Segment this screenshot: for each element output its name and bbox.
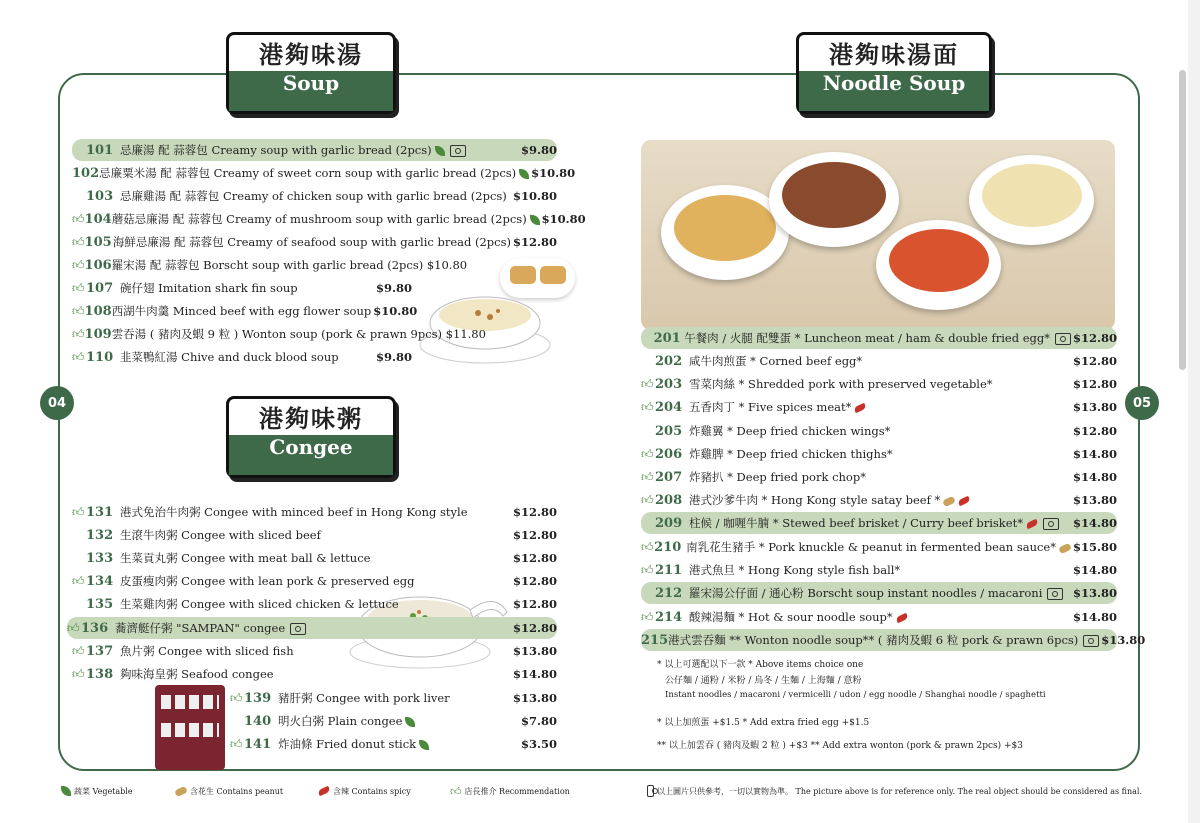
item-code: 133 — [86, 550, 114, 566]
thumbs-up-icon: 👍︎ — [641, 492, 654, 507]
item-code: 103 — [86, 188, 114, 204]
item-name — [278, 736, 511, 752]
item-price: $12.80 — [512, 235, 557, 249]
menu-item-205 — [641, 420, 1117, 442]
congee-title-en: Congee — [229, 435, 393, 475]
item-price: $13.80 — [512, 691, 557, 705]
item-name-text: 羅宋湯 配 蒜蓉包 Borscht soup with garlic bread (2pcs) $10.80 — [111, 258, 468, 272]
item-name — [689, 585, 1071, 601]
item-price: $12.80 — [1072, 354, 1117, 368]
item-code: 136 — [81, 620, 109, 636]
item-price: $7.80 — [520, 714, 557, 728]
peanut-icon — [1058, 542, 1072, 553]
item-price: $14.80 — [1072, 516, 1117, 530]
item-name-text: 忌廉粟米湯 配 蒜蓉包 Creamy of sweet corn soup with garlic bread (2pcs) — [99, 166, 517, 180]
item-price: $12.80 — [512, 505, 557, 519]
item-name-text: 碗仔翅 Imitation shark fin soup — [120, 281, 298, 295]
legend-rec-label: 店長推介 Recommendation — [464, 786, 570, 796]
camera-icon — [1055, 333, 1071, 345]
thumbs-up-icon: 👍︎ — [72, 326, 85, 341]
item-code: 135 — [86, 596, 114, 612]
item-price: $12.80 — [1072, 377, 1117, 391]
item-name — [120, 573, 511, 589]
item-code: 203 — [655, 376, 683, 392]
item-code: 201 — [653, 330, 681, 346]
thumbs-up-icon: 👍︎ — [641, 469, 654, 484]
item-name-text: 忌廉湯 配 蒜蓉包 Creamy soup with garlic bread (2pcs) — [120, 143, 432, 157]
menu-item-109 — [72, 323, 486, 345]
menu-item-204 — [641, 396, 1117, 418]
item-name-text: 韭菜鴨紅湯 Chive and duck blood soup — [120, 350, 339, 364]
item-name — [689, 399, 1071, 415]
menu-item-206 — [641, 443, 1117, 465]
thumbs-up-icon: 👍︎ — [72, 211, 85, 226]
item-price: $15.80 — [1072, 540, 1117, 554]
item-name-text: 雲吞湯 ( 豬肉及蝦 9 粒 ) Wonton soup (pork & prawn 9pcs) $11.80 — [111, 327, 486, 341]
item-name — [112, 303, 372, 319]
item-name-text: 炸雞翼 * Deep fried chicken wings* — [689, 424, 891, 438]
thumbs-up-icon: 👍︎ — [72, 303, 85, 318]
item-name — [278, 713, 511, 729]
item-code: 214 — [655, 609, 683, 625]
thumbs-up-icon: 👍︎ — [230, 690, 243, 705]
item-price: $14.80 — [1072, 610, 1117, 624]
item-code: 132 — [86, 527, 114, 543]
item-price: $12.80 — [512, 528, 557, 542]
item-name — [689, 515, 1071, 531]
noodle-bowl-2 — [769, 152, 899, 247]
item-name-text: 港式魚旦 * Hong Kong style fish ball* — [689, 563, 901, 577]
item-name-text: 港式免治牛肉粥 Congee with minced beef in Hong Kong style — [120, 505, 468, 519]
item-code: 104 — [84, 211, 112, 227]
item-name — [120, 280, 366, 296]
item-price: $13.80 — [1072, 493, 1117, 507]
camera-icon — [1083, 635, 1099, 647]
thumbs-up-icon: 👍︎ — [67, 620, 80, 635]
item-name-text: 炸雞脾 * Deep fried chicken thighs* — [689, 447, 893, 461]
item-code: 210 — [654, 539, 682, 555]
item-name — [120, 142, 511, 158]
item-name — [120, 666, 511, 682]
item-name-text: 生菜雞肉粥 Congee with sliced chicken & lettuce — [120, 597, 399, 611]
legend-spicy — [315, 783, 411, 799]
menu-item-215 — [641, 629, 1146, 651]
egg-note: * 以上加煎蛋 +$1.5 * Add extra fried egg +$1.5 — [657, 718, 870, 728]
thumbs-up-icon: 👍︎ — [72, 234, 85, 249]
item-code: 215 — [641, 632, 669, 648]
thumbs-up-icon: 👍︎ — [72, 280, 85, 295]
menu-item-211 — [641, 559, 1117, 581]
item-name-text: 魚片粥 Congee with sliced fish — [120, 644, 294, 658]
item-name — [113, 234, 511, 250]
item-price: $12.80 — [512, 551, 557, 565]
item-name-text: 炸油條 Fried donut stick — [278, 737, 417, 751]
item-price: $13.80 — [512, 644, 557, 658]
menu-item-103 — [72, 185, 557, 207]
camera-icon — [290, 623, 306, 635]
item-price: $3.50 — [520, 737, 557, 751]
peanut-icon — [174, 785, 188, 796]
menu-item-209 — [641, 512, 1117, 534]
thumbs-up-icon: 👍︎ — [641, 376, 654, 391]
menu-item-212 — [641, 582, 1117, 604]
item-price: $10.80 — [373, 304, 418, 318]
legend-peanut-label: 含花生 Contains peanut — [190, 786, 284, 796]
item-code: 141 — [244, 736, 272, 752]
legend-peanut — [172, 783, 283, 799]
item-name — [120, 643, 511, 659]
menu-item-214 — [641, 606, 1117, 628]
item-code: 134 — [86, 573, 114, 589]
menu-item-105 — [72, 231, 557, 253]
thumbs-up-icon: 👍︎ — [230, 736, 243, 751]
peanut-icon — [942, 495, 956, 506]
camera-icon — [647, 785, 654, 797]
item-name — [120, 504, 511, 520]
item-name-text: 蕎濟艇仔粥 "SAMPAN" congee — [115, 621, 286, 635]
cream-soup-image — [418, 285, 553, 365]
item-name-text: 忌廉雞湯 配 蒜蓉包 Creamy of chicken soup with garlic bread (2pcs) — [120, 189, 507, 203]
item-name — [112, 211, 540, 227]
thumbs-up-icon: 👍︎ — [641, 562, 654, 577]
menu-item-137 — [72, 640, 557, 662]
item-name-text: 酸辣湯麵 * Hot & sour noodle soup* — [689, 610, 893, 624]
legend-veg — [58, 783, 133, 799]
item-code: 205 — [655, 423, 683, 439]
item-price: $9.80 — [375, 350, 412, 364]
item-price: $10.80 — [512, 189, 557, 203]
thumbs-up-icon: 👍︎ — [641, 609, 654, 624]
page-number-left: 04 — [40, 386, 74, 420]
item-price: $9.80 — [375, 281, 412, 295]
item-name — [120, 550, 511, 566]
camera-icon — [1043, 518, 1059, 530]
item-name-text: 夠味海皇粥 Seafood congee — [120, 667, 274, 681]
leaf-icon — [519, 169, 529, 179]
legend-veg-label: 蔬菜 Vegetable — [74, 786, 133, 796]
item-name-text: 豬肝粥 Congee with pork liver — [278, 691, 450, 705]
item-name-text: 雪菜肉絲 * Shredded pork with preserved vegetable* — [689, 377, 993, 391]
menu-item-141 — [230, 733, 557, 755]
noodle-title-zh: 港夠味湯面 — [829, 40, 959, 69]
item-code: 212 — [655, 585, 683, 601]
item-name — [689, 353, 1071, 369]
soup-section-title — [226, 32, 396, 114]
item-price: $10.80 — [531, 166, 576, 180]
camera-icon — [1047, 588, 1063, 600]
noodle-photo — [641, 140, 1115, 330]
item-name-text: 皮蛋瘦肉粥 Congee with lean pork & preserved egg — [120, 574, 415, 588]
item-name-text: 炸豬扒 * Deep fried pork chop* — [689, 470, 866, 484]
leaf-icon — [530, 215, 540, 225]
item-price: $12.80 — [512, 574, 557, 588]
item-name — [668, 632, 1099, 648]
item-price: $12.80 — [512, 597, 557, 611]
item-name-text: 蘑菇忌廉湯 配 蒜蓉包 Creamy of mushroom soup with garlic bread (2pcs) — [111, 212, 527, 226]
item-name — [278, 690, 511, 706]
thumbs-up-icon: 👍︎ — [72, 666, 85, 681]
item-code: 109 — [84, 326, 112, 342]
menu-item-104 — [72, 208, 586, 230]
menu-item-136 — [67, 617, 557, 639]
thumbs-up-icon: 👍︎ — [450, 784, 462, 798]
thumbs-up-icon: 👍︎ — [72, 643, 85, 658]
item-name — [689, 609, 1071, 625]
chili-icon — [1025, 519, 1038, 530]
item-name — [115, 620, 511, 636]
menu-item-202 — [641, 350, 1117, 372]
item-code: 140 — [244, 713, 272, 729]
menu-item-138 — [72, 663, 557, 685]
menu-item-101 — [72, 139, 557, 161]
menu-item-208 — [641, 489, 1117, 511]
menu-item-107 — [72, 277, 412, 299]
noodle-bowl-4 — [969, 155, 1094, 245]
thumbs-up-icon: 👍︎ — [72, 504, 85, 519]
thumbs-up-icon: 👍︎ — [641, 399, 654, 414]
item-name-text: 生菜貢丸粥 Congee with meat ball & lettuce — [120, 551, 371, 565]
item-price: $12.80 — [512, 621, 557, 635]
page-number-right: 05 — [1125, 386, 1159, 420]
item-name — [112, 257, 467, 273]
item-price: $14.80 — [1072, 470, 1117, 484]
leaf-icon — [435, 146, 445, 156]
menu-item-132 — [72, 524, 557, 546]
item-code: 106 — [84, 257, 112, 273]
menu-item-110 — [72, 346, 412, 368]
legend-spicy-label: 含辣 Contains spicy — [333, 786, 411, 796]
chili-icon — [958, 496, 971, 507]
item-name — [120, 527, 511, 543]
item-name-text: 咸牛肉煎蛋 * Corned beef egg* — [689, 354, 863, 368]
item-code: 137 — [86, 643, 114, 659]
item-code: 206 — [655, 446, 683, 462]
menu-item-106 — [72, 254, 492, 276]
menu-item-108 — [72, 300, 418, 322]
choice-note-en: Instant noodles / macaroni / vermicelli / udon / egg noodle / Shanghai noodle / spaghetti — [665, 690, 1046, 700]
item-price: $14.80 — [512, 667, 557, 681]
tram-image — [155, 685, 225, 770]
item-name — [120, 596, 511, 612]
item-price: $13.80 — [1072, 586, 1117, 600]
item-price: $10.80 — [541, 212, 586, 226]
item-name — [684, 330, 1071, 346]
item-name-text: 南乳花生豬手 * Pork knuckle & peanut in fermented bean sauce* — [686, 540, 1056, 554]
noodle-title-en: Noodle Soup — [799, 71, 989, 111]
leaf-icon — [405, 717, 415, 727]
item-code: 107 — [86, 280, 114, 296]
item-price: $9.80 — [520, 143, 557, 157]
item-code: 102 — [72, 165, 100, 181]
item-price: $12.80 — [1072, 331, 1117, 345]
thumbs-up-icon: 👍︎ — [72, 573, 85, 588]
item-price: $12.80 — [1072, 424, 1117, 438]
item-code: 108 — [84, 303, 112, 319]
leaf-icon — [61, 786, 71, 796]
chili-icon — [854, 403, 867, 414]
item-code: 208 — [655, 492, 683, 508]
menu-item-102 — [72, 162, 576, 184]
item-price: $14.80 — [1072, 563, 1117, 577]
item-code: 209 — [655, 515, 683, 531]
item-name — [689, 423, 1071, 439]
item-name-text: 生滾牛肉粥 Congee with sliced beef — [120, 528, 321, 542]
item-name-text: 海鮮忌廉湯 配 蒜蓉包 Creamy of seafood soup with garlic bread (2pcs) — [112, 235, 511, 249]
item-name — [112, 326, 486, 342]
item-price: $14.80 — [1072, 447, 1117, 461]
item-name — [120, 188, 511, 204]
menu-item-133 — [72, 547, 557, 569]
thumbs-up-icon: 👍︎ — [641, 539, 654, 554]
item-name-text: 羅宋湯公仔面 / 通心粉 Borscht soup instant noodles / macaroni — [689, 586, 1043, 600]
menu-item-131 — [72, 501, 557, 523]
item-name-text: 港式雲吞麵 ** Wonton noodle soup** ( 豬肉及蝦 6 粒 pork & prawn 6pcs) — [668, 633, 1079, 647]
item-name-text: 港式沙爹牛肉 * Hong Kong style satay beef * — [689, 493, 941, 507]
item-name — [120, 349, 366, 365]
soup-title-zh: 港夠味湯 — [259, 40, 363, 69]
menu-item-135 — [72, 593, 557, 615]
item-name-text: 西湖牛肉羹 Minced beef with egg flower soup — [111, 304, 372, 318]
thumbs-up-icon: 👍︎ — [72, 257, 85, 272]
congee-section-title — [226, 396, 396, 478]
item-price: $13.80 — [1072, 400, 1117, 414]
menu-item-203 — [641, 373, 1117, 395]
item-name — [689, 376, 1071, 392]
soup-title-en: Soup — [229, 71, 393, 111]
menu-item-140 — [230, 710, 557, 732]
item-code: 110 — [86, 349, 114, 365]
item-name — [686, 539, 1071, 555]
noodle-bowl-3 — [876, 220, 1001, 310]
thumbs-up-icon: 👍︎ — [72, 349, 85, 364]
item-price: $13.80 — [1101, 633, 1146, 647]
item-name — [689, 562, 1071, 578]
camera-icon — [450, 145, 466, 157]
congee-title-zh: 港夠味粥 — [259, 404, 363, 433]
item-name — [689, 446, 1071, 462]
item-code: 204 — [655, 399, 683, 415]
item-code: 101 — [86, 142, 114, 158]
item-code: 138 — [86, 666, 114, 682]
menu-item-139 — [230, 687, 557, 709]
chili-icon — [317, 786, 330, 797]
thumbs-up-icon: 👍︎ — [641, 446, 654, 461]
choice-note-zh: 公仔麵 / 通粉 / 米粉 / 烏冬 / 生麵 / 上海麵 / 意粉 — [665, 676, 862, 686]
menu-item-210 — [641, 536, 1117, 558]
scrollbar[interactable] — [1179, 70, 1186, 370]
menu-item-207 — [641, 466, 1117, 488]
item-code: 202 — [655, 353, 683, 369]
menu-item-134 — [72, 570, 557, 592]
legend-photo-label: 以上圖片只供參考，一切以實物為準。 The picture above is for reference only. The real object should be considered as final. — [657, 786, 1142, 796]
legend-rec — [450, 783, 570, 799]
chili-icon — [895, 613, 908, 624]
item-name-text: 五香肉丁 * Five spices meat* — [689, 400, 852, 414]
menu-item-201 — [641, 327, 1117, 349]
noodle-section-title — [796, 32, 992, 114]
wonton-note: ** 以上加雲吞 ( 豬肉及蝦 2 粒 ) +$3 ** Add extra wonton (pork & prawn 2pcs) +$3 — [657, 741, 1024, 751]
item-name-text: 午餐肉 / 火腿 配雙蛋 * Luncheon meat / ham & double fried egg* — [684, 331, 1050, 345]
item-code: 131 — [86, 504, 114, 520]
leaf-icon — [419, 740, 429, 750]
legend-photo — [642, 783, 1142, 799]
choice-note: * 以上可選配以下一款 * Above items choice one — [657, 660, 864, 670]
item-code: 211 — [655, 562, 683, 578]
item-name — [99, 165, 529, 181]
item-name-text: 明火白粥 Plain congee — [278, 714, 403, 728]
item-code: 139 — [244, 690, 272, 706]
item-code: 105 — [84, 234, 112, 250]
item-name — [689, 492, 1071, 508]
item-name — [689, 469, 1071, 485]
item-name-text: 柱候 / 咖喱牛腩 * Stewed beef brisket / Curry beef brisket* — [689, 516, 1023, 530]
item-code: 207 — [655, 469, 683, 485]
